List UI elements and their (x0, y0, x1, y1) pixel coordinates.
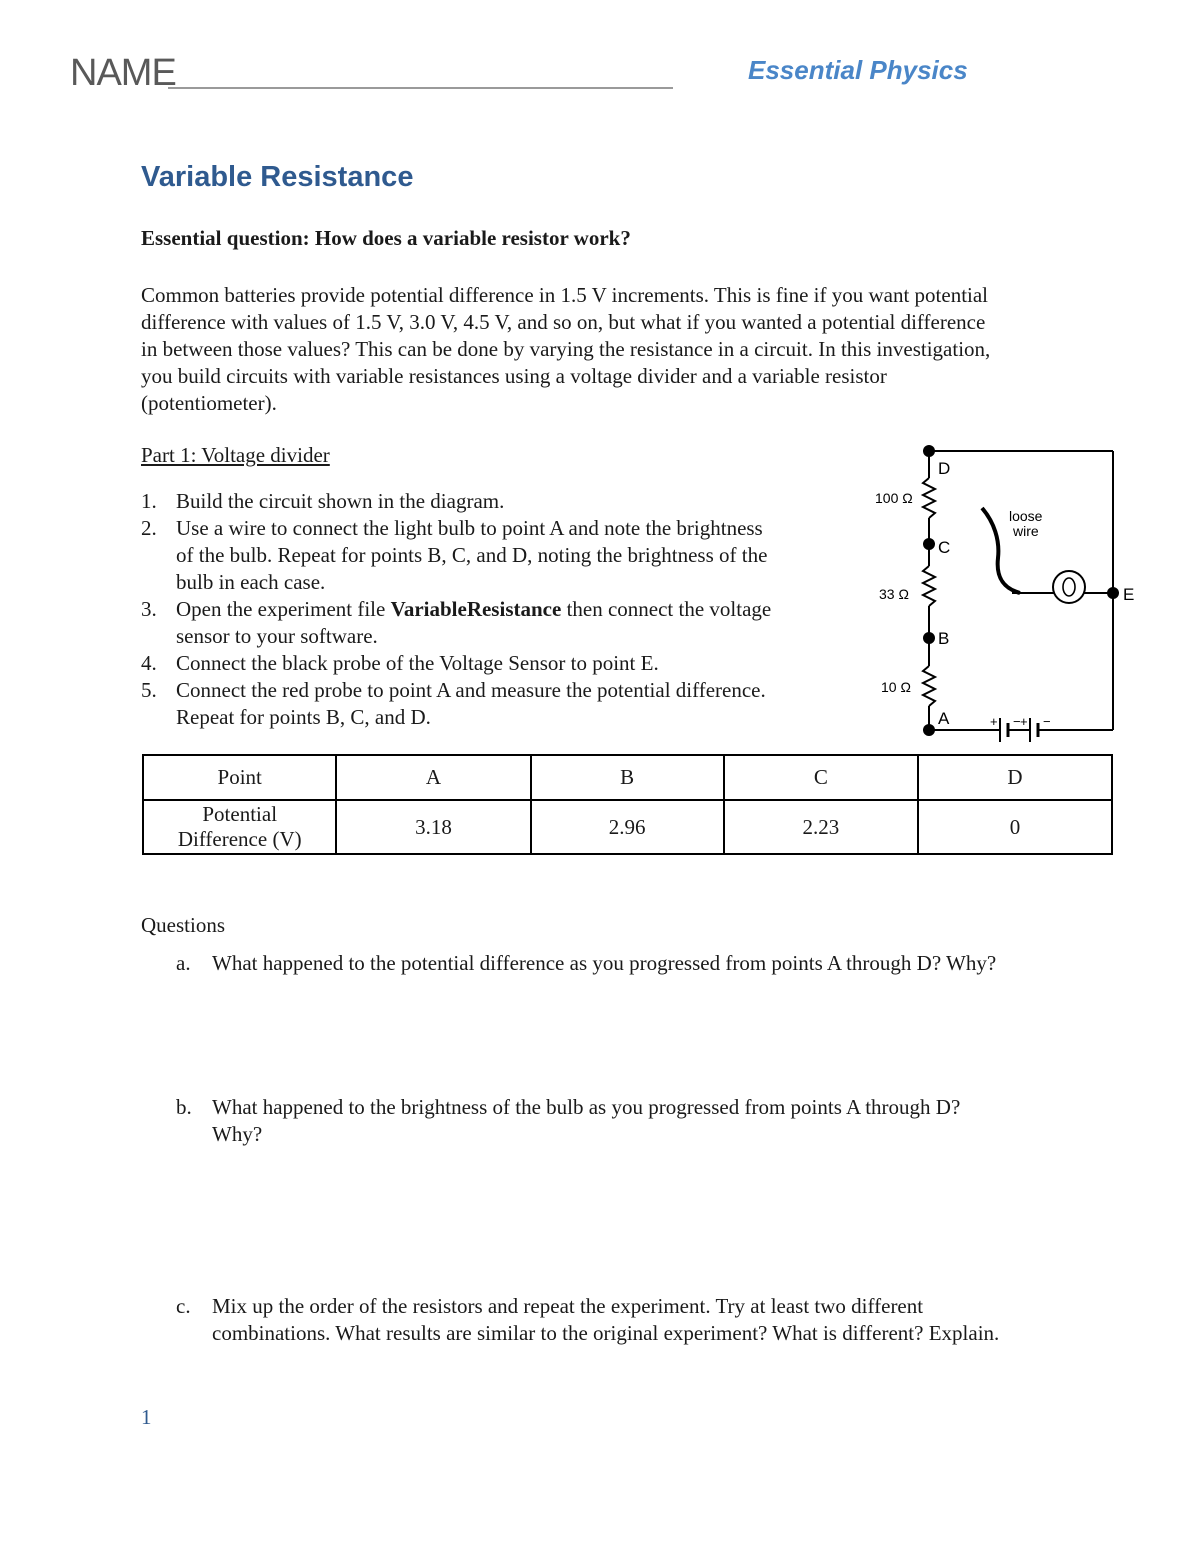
question-label: c. (176, 1294, 191, 1318)
table-header-cell: Point (143, 755, 336, 800)
table-header-cell: B (531, 755, 724, 800)
step-item (141, 596, 851, 650)
step-number: 4. (141, 651, 157, 675)
bulb-icon (1053, 571, 1085, 603)
table-row-label (143, 800, 336, 854)
step-line (176, 596, 851, 623)
battery-sign: + (1020, 714, 1028, 729)
node-b (923, 632, 935, 644)
question-text (212, 1293, 1112, 1347)
intro-line: Common batteries provide potential difference in 1.5 V increments. This is fine if you want potential (141, 283, 989, 307)
row-label-line: Difference (V) (177, 827, 302, 851)
resistor-10-symbol (923, 666, 935, 706)
intro-line: in between those values? This can be done by varying the resistance in a circuit. In this investigation, (141, 337, 991, 361)
resistor-33-label: 33 Ω (879, 586, 909, 602)
step-line: Build the circuit shown in the diagram. (176, 489, 505, 513)
question-text (212, 950, 1112, 977)
resistor-100-label: 100 Ω (875, 490, 913, 506)
essential-question: Essential question: How does a variable resistor work? (141, 226, 631, 250)
name-label: NAME (70, 52, 176, 94)
intro-line: difference with values of 1.5 V, 3.0 V, 4.5 V, and so on, but what if you wanted a potential difference (141, 310, 986, 334)
brand-logo: Essential Physics (748, 55, 968, 85)
name-line (168, 87, 673, 89)
step-line: Repeat for points B, C, and D. (176, 705, 431, 729)
intro-paragraph (141, 282, 1101, 417)
step-line: bulb in each case. (176, 570, 326, 594)
question-line: What happened to the potential difference as you progressed from points A through D? Why? (212, 951, 997, 975)
row-label-line: Potential (202, 802, 278, 826)
resistor-100-symbol (923, 478, 935, 518)
battery-sign: + (990, 714, 998, 729)
table-header-cell: A (336, 755, 530, 800)
experiment-file-name: VariableResistance (390, 597, 562, 621)
step-number: 3. (141, 597, 157, 621)
page-title: Variable Resistance (141, 161, 414, 193)
step-item (141, 677, 851, 731)
step-line: Connect the black probe of the Voltage Sensor to point E. (176, 651, 659, 675)
node-e (1107, 587, 1119, 599)
resistor-33-symbol (923, 566, 935, 606)
node-c (923, 538, 935, 550)
question-line: Mix up the order of the resistors and repeat the experiment. Try at least two different (212, 1294, 924, 1318)
question-line: combinations. What results are similar to the original experiment? What is different? Explain. (212, 1321, 1000, 1345)
question-label: b. (176, 1095, 192, 1119)
table-row (143, 800, 1112, 854)
point-a-label: A (938, 709, 950, 728)
step-line: Use a wire to connect the light bulb to point A and note the brightness (176, 516, 763, 540)
intro-line: (potentiometer). (141, 391, 277, 415)
resistor-10-label: 10 Ω (881, 679, 911, 695)
step-item (141, 488, 851, 515)
step-number: 1. (141, 489, 157, 513)
question-line: What happened to the brightness of the bulb as you progressed from points A through D? (212, 1095, 961, 1119)
circuit-diagram (862, 436, 1152, 746)
loose-wire-label: loose (1009, 508, 1043, 524)
part1-heading: Part 1: Voltage divider (141, 443, 330, 467)
battery-sign: − (1043, 714, 1051, 729)
step-number: 2. (141, 516, 157, 540)
loose-wire-label: wire (1013, 523, 1039, 539)
step-line: sensor to your software. (176, 624, 378, 648)
point-d-label: D (938, 459, 951, 478)
point-e-label: E (1123, 585, 1135, 604)
question-line: Why? (212, 1122, 263, 1146)
step-line: Connect the red probe to point A and measure the potential difference. (176, 678, 766, 702)
table-cell: 2.96 (531, 800, 724, 854)
node-a (923, 724, 935, 736)
table-cell: 3.18 (336, 800, 530, 854)
point-b-label: B (938, 629, 950, 648)
intro-line: you build circuits with variable resistances using a voltage divider and a variable resistor (141, 364, 887, 388)
step-text: Open the experiment file (176, 597, 391, 621)
table-header-cell: C (724, 755, 918, 800)
step-item (141, 650, 851, 677)
point-c-label: C (938, 538, 951, 557)
table-header-cell: D (918, 755, 1112, 800)
table-header-row (143, 755, 1112, 800)
battery-sign: − (1013, 714, 1021, 729)
step-number: 5. (141, 678, 157, 702)
page-number: 1 (141, 1405, 152, 1429)
node-top (923, 445, 935, 457)
questions-heading: Questions (141, 913, 225, 937)
steps-list (141, 488, 851, 731)
step-line: of the bulb. Repeat for points B, C, and D, noting the brightness of the (176, 543, 768, 567)
table-cell: 2.23 (724, 800, 918, 854)
results-table (142, 754, 1113, 855)
question-text (212, 1094, 1112, 1148)
step-item (141, 515, 851, 596)
table-cell: 0 (918, 800, 1112, 854)
question-label: a. (176, 951, 191, 975)
step-text: then connect the voltage (561, 597, 772, 621)
